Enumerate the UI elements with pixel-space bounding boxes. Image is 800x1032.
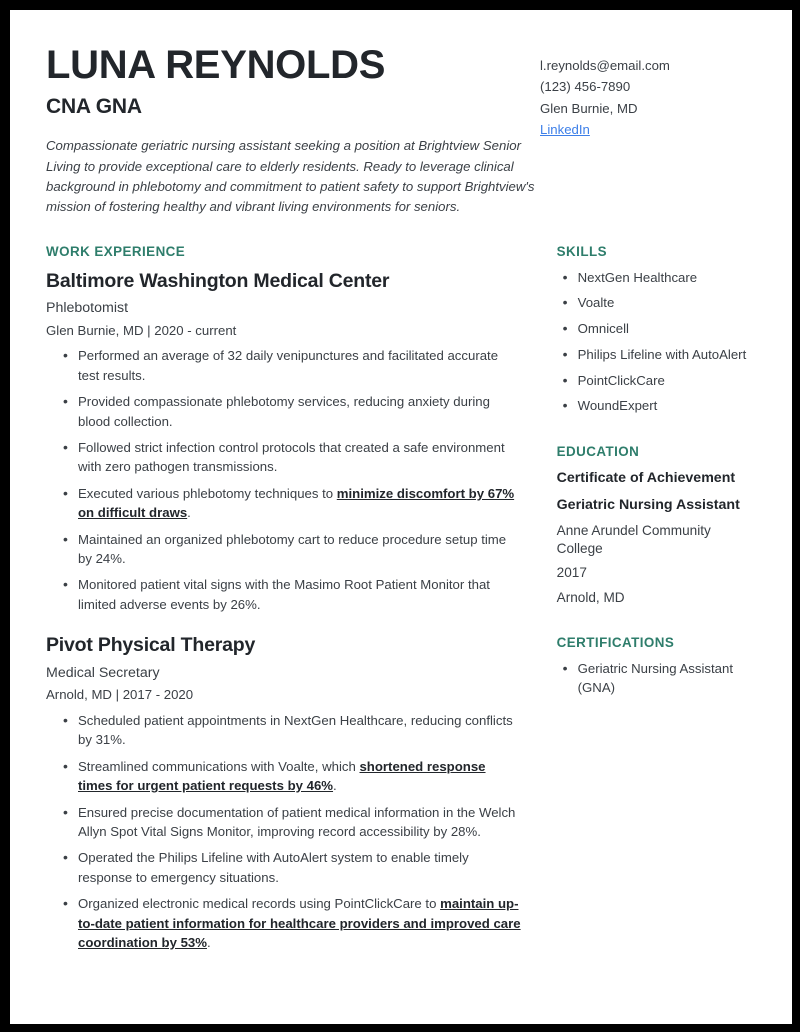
skill-item: • Omnicell	[561, 320, 756, 339]
candidate-headline: CNA GNA	[46, 95, 142, 119]
section-title-work-experience: WORK EXPERIENCE	[46, 243, 186, 259]
skill-item: • WoundExpert	[561, 397, 756, 416]
section-title-certifications: CERTIFICATIONS	[556, 634, 675, 650]
contact-location: Glen Burnie, MD	[540, 100, 638, 116]
skill-item: • Philips Lifeline with AutoAlert	[561, 346, 756, 365]
bullet-emphasis: shortened response times for urgent patient requests by 46%	[78, 758, 486, 794]
certifications-section	[557, 635, 756, 697]
job-bullet: • Scheduled patient appointments in NextGen Healthcare, reducing conflicts by 31%.	[63, 711, 521, 750]
job-bullets	[46, 346, 521, 614]
contact-phone[interactable]: (123) 456-7890	[540, 79, 631, 95]
resume-body	[46, 244, 756, 953]
job-bullet: • Executed various phlebotomy techniques to minimize discomfort by 67% on difficult draws.	[63, 484, 521, 523]
job-bullets	[46, 711, 521, 952]
education-field: Geriatric Nursing Assistant	[556, 496, 740, 513]
skills-section	[557, 244, 756, 416]
header-left	[46, 44, 540, 218]
resume-page	[10, 10, 792, 1024]
candidate-name: LUNA REYNOLDS	[46, 43, 386, 87]
linkedin-link[interactable]: LinkedIn	[540, 122, 590, 138]
education-location: Arnold, MD	[556, 589, 625, 605]
job-bullet: • Performed an average of 32 daily venipunctures and facilitated accurate test results.	[63, 346, 521, 385]
job-bullet: • Operated the Philips Lifeline with AutoAlert system to enable timely response to emergency situations.	[63, 848, 521, 887]
section-title-skills: SKILLS	[556, 243, 607, 259]
certifications-list	[557, 660, 756, 697]
skill-item: • PointClickCare	[561, 372, 756, 391]
skill-item: • NextGen Healthcare	[561, 269, 756, 288]
job-location-dates: Arnold, MD | 2017 - 2020	[46, 687, 194, 703]
job-bullet: • Followed strict infection control protocols that created a safe environment with zero pathogen transmissions.	[63, 438, 521, 477]
main-column	[46, 244, 521, 953]
certification-item: • Geriatric Nursing Assistant (GNA)	[561, 660, 756, 697]
bullet-emphasis: maintain up-to-date patient information for healthcare providers and improved care coordination by 53%	[78, 896, 521, 950]
resume-header	[46, 44, 756, 218]
side-column	[557, 244, 756, 953]
job-entry	[46, 634, 521, 952]
job-bullet: • Organized electronic medical records using PointClickCare to maintain up-to-date patient information for healthcare providers and improved care coordination by 53%.	[63, 894, 521, 952]
education-year: 2017	[556, 565, 587, 581]
bullet-emphasis: minimize discomfort by 67% on difficult draws	[78, 485, 515, 521]
job-entry	[46, 270, 521, 615]
contact-block	[540, 44, 756, 141]
skill-item: • Voalte	[561, 294, 756, 313]
job-role: Medical Secretary	[46, 664, 160, 681]
job-bullet: • Monitored patient vital signs with the Masimo Root Patient Monitor that limited adverse events by 26%.	[63, 575, 521, 614]
contact-email[interactable]: l.reynolds@email.com	[540, 58, 670, 73]
skills-list	[557, 269, 756, 416]
job-company: Pivot Physical Therapy	[46, 634, 256, 657]
job-company: Baltimore Washington Medical Center	[46, 269, 390, 292]
work-experience-list	[46, 270, 521, 953]
job-bullet: • Maintained an organized phlebotomy cart to reduce procedure setup time by 24%.	[63, 530, 521, 569]
education-section	[557, 444, 756, 607]
education-school: Anne Arundel Community College	[556, 523, 711, 557]
professional-summary: Compassionate geriatric nursing assistant seeking a position at Brightview Senior Living to provide exceptional care to elderly residents. Ready to leverage clinical background in phlebotomy and commitment to patient safety to support Brightview's mission of fostering healthy and vibrant living environments for seniors.	[46, 138, 535, 215]
education-degree: Certificate of Achievement	[556, 470, 736, 487]
job-bullet: • Ensured precise documentation of patient medical information in the Welch Allyn Spot Vital Signs Monitor, improving record accessibility by 28%.	[63, 803, 521, 842]
job-bullet: • Streamlined communications with Voalte, which shortened response times for urgent patient requests by 46%.	[63, 757, 521, 796]
job-bullet: • Provided compassionate phlebotomy services, reducing anxiety during blood collection.	[63, 392, 521, 431]
job-location-dates: Glen Burnie, MD | 2020 - current	[46, 322, 237, 338]
section-title-education: EDUCATION	[556, 444, 640, 460]
job-role: Phlebotomist	[46, 300, 129, 317]
